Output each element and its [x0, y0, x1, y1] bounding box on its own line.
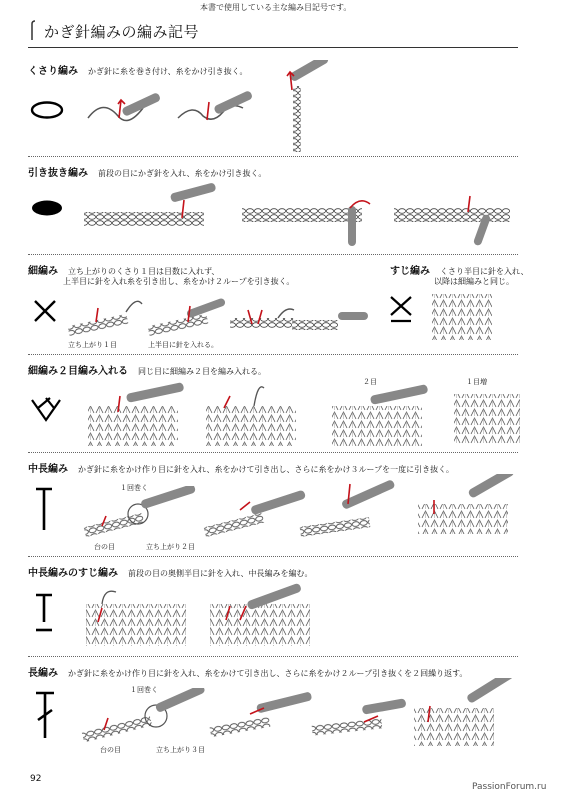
- chain-illustration-2: [173, 78, 253, 138]
- slip-illustration-3: [390, 178, 520, 248]
- section-desc-suji-2: 以降は細編みと同じ。: [434, 277, 514, 286]
- section-chunaga-suji: [28, 556, 518, 656]
- double-illustration-1: [78, 688, 208, 744]
- caption-dai-no-me: 台の目: [94, 543, 115, 551]
- section-title: 細編み: [28, 266, 58, 277]
- section-title: 長編み: [28, 668, 58, 679]
- section-desc: かぎ針に糸を巻き付け、糸をかけ引き抜く。: [88, 67, 248, 76]
- caption-tachiagari: 立ち上がり１目: [68, 341, 117, 349]
- caption-2me: ２目: [363, 378, 377, 386]
- section-desc-suji: くさり半目に針を入れ、: [440, 267, 529, 276]
- watermark-credit: PassionForum.ru: [472, 782, 547, 792]
- back-loop-illustration: [430, 290, 494, 342]
- section-desc: 立ち上がりのくさり１目は目数に入れず、: [68, 267, 220, 276]
- single-illustration-2: [146, 294, 226, 342]
- caption-dai-no-me-naga: 台の目: [100, 746, 121, 754]
- section-desc: かぎ針に糸をかけ作り目に針を入れ、糸をかけて引き出し、さらに糸をかけ３ループを一度に引き抜く。: [78, 465, 454, 474]
- section-title: 細編み２目編み入れる: [28, 366, 128, 377]
- section-hikinuki: [28, 156, 518, 254]
- section-kusari: [28, 56, 518, 156]
- double-illustration-2: [206, 686, 316, 742]
- section-desc: 前段の目の奥側半目に針を入れ、中長編みを編む。: [128, 569, 313, 578]
- header-note: 本書で使用している主な編み目記号です。: [200, 3, 352, 12]
- section-desc: 同じ目に細編み２目を編み入れる。: [138, 367, 266, 376]
- half-double-illustration-3: [296, 476, 406, 542]
- section-desc: かぎ針に糸をかけ作り目に針を入れ、糸をかけて引き出し、さらに糸をかけ２ループ引き抜くを２回繰り返す。: [68, 669, 468, 678]
- half-double-symbol: [34, 486, 54, 532]
- caption-kamihanme: 上半目に針を入れる。: [148, 341, 218, 349]
- single-illustration-1: [66, 294, 146, 342]
- half-double-back-loop-illustration-2: [206, 582, 316, 648]
- title-rule: [28, 47, 518, 48]
- section-desc-2: 上半目に針を入れ糸を引き出し、糸をかけ２ループを引き抜く。: [63, 277, 295, 286]
- increase-symbol: [30, 394, 62, 424]
- page-title: かぎ針編みの編み記号: [44, 23, 200, 41]
- caption-1me-zou: １目増: [466, 378, 487, 386]
- section-title: 中長編みのすじ編み: [28, 568, 118, 579]
- slip-stitch-symbol: [30, 198, 64, 218]
- half-double-back-loop-symbol: [34, 592, 54, 634]
- half-double-illustration-2: [200, 480, 310, 546]
- increase-illustration-3: [330, 384, 430, 448]
- chain-stitch-symbol: [30, 100, 64, 120]
- title-hook-icon: [30, 20, 38, 40]
- section-title: 中長編み: [28, 464, 68, 475]
- section-chunaga: [28, 452, 518, 556]
- chain-illustration-3: [258, 60, 338, 156]
- double-illustration-4: [408, 678, 520, 752]
- single-illustration-4: [290, 298, 370, 338]
- double-illustration-3: [308, 686, 408, 742]
- section-title: くさり編み: [28, 66, 78, 77]
- caption-ikkai-maku-naga: １回巻く: [130, 686, 158, 694]
- page-number: 92: [30, 774, 42, 784]
- increase-illustration-2: [204, 378, 304, 448]
- half-double-illustration-4: [412, 474, 518, 546]
- slip-illustration-1: [80, 178, 230, 238]
- chain-illustration-1: [83, 78, 163, 138]
- slip-illustration-2: [238, 178, 378, 248]
- section-title-suji: すじ編み: [390, 266, 430, 277]
- section-komaami: [28, 254, 529, 354]
- caption-tachiagari-2: 立ち上がり２目: [146, 543, 195, 551]
- half-double-illustration-1: [80, 486, 200, 540]
- half-double-back-loop-illustration-1: [82, 582, 192, 648]
- caption-ikkai-maku: １回巻く: [120, 484, 148, 492]
- increase-illustration-4: [452, 390, 522, 446]
- section-koma2: [28, 354, 518, 452]
- section-desc: 前段の目にかぎ針を入れ、糸をかけ引き抜く。: [98, 169, 267, 178]
- increase-illustration-1: [86, 378, 186, 448]
- caption-tachiagari-3: 立ち上がり３目: [156, 746, 205, 754]
- section-naga: [28, 656, 518, 766]
- double-crochet-symbol: [34, 690, 56, 740]
- back-loop-symbol: [388, 294, 414, 324]
- section-title: 引き抜き編み: [28, 168, 88, 179]
- single-crochet-symbol: [32, 298, 58, 324]
